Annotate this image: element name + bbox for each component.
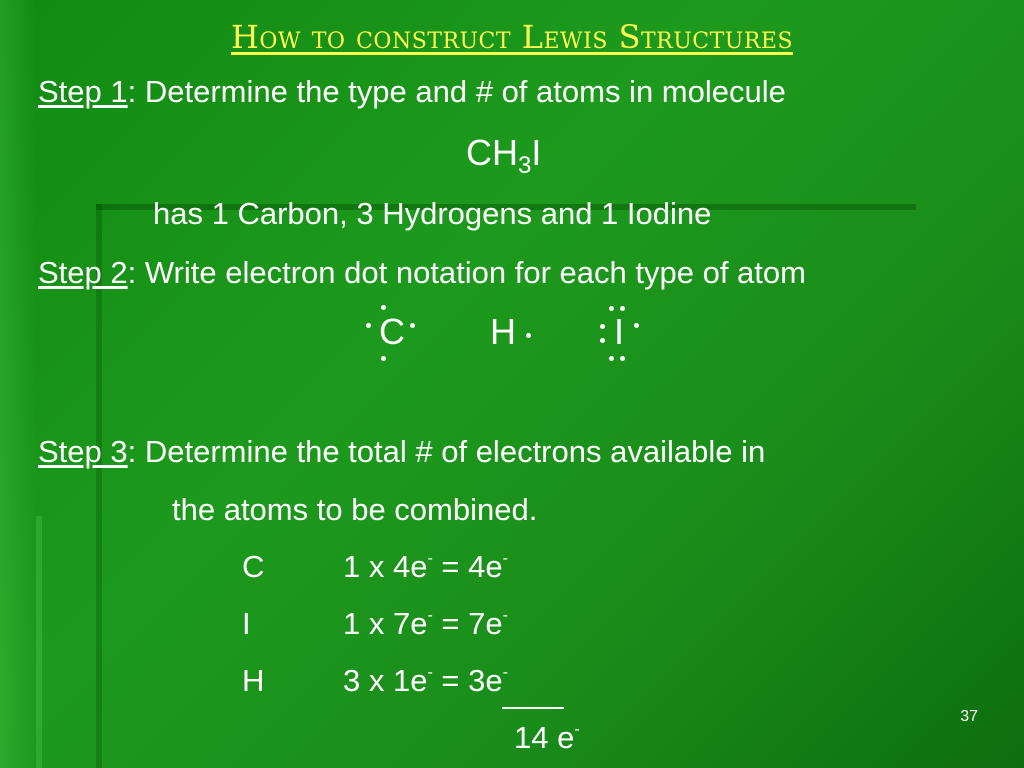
total-value: 14 e — [514, 720, 575, 755]
charge-sup: - — [502, 607, 508, 624]
electron-dot — [609, 306, 614, 311]
step2-label: Step 2 — [38, 255, 128, 290]
calc-result: = 3e — [432, 663, 503, 698]
electron-row-calc — [343, 549, 508, 585]
electron-row-calc — [343, 606, 508, 642]
background-glow — [0, 0, 36, 768]
electron-dot — [634, 323, 639, 328]
charge-sup: - — [427, 550, 433, 567]
charge-sup: - — [502, 664, 508, 681]
charge-sup: - — [427, 664, 433, 681]
step1-label: Step 1 — [38, 74, 128, 109]
electron-dot — [366, 323, 371, 328]
electron-dot — [620, 356, 625, 361]
electron-dot — [609, 356, 614, 361]
step2-text: : Write electron dot notation for each type of atom — [127, 255, 806, 290]
atom-count-note: has 1 Carbon, 3 Hydrogens and 1 Iodine — [153, 196, 712, 231]
hydrogen-symbol: H — [490, 311, 516, 352]
calc-result: = 4e — [432, 549, 503, 584]
electron-dot — [600, 324, 605, 329]
formula-subscript: 3 — [518, 152, 532, 179]
calc-text: 3 x 1e — [343, 663, 428, 698]
formula-part1: CH — [466, 132, 518, 173]
electron-dot — [600, 338, 605, 343]
electron-dot — [526, 333, 531, 338]
electron-dot — [410, 323, 415, 328]
charge-sup: - — [574, 721, 580, 738]
charge-sup: - — [427, 607, 433, 624]
electron-row-element: H — [242, 663, 265, 698]
step3-text-continued: the atoms to be combined. — [172, 492, 538, 527]
step1-line — [38, 74, 786, 110]
step2-line — [38, 255, 806, 291]
calc-result: = 7e — [432, 606, 503, 641]
formula-part2: I — [531, 132, 542, 173]
step3-line — [38, 434, 765, 470]
step3-text: : Determine the total # of electrons available in — [127, 434, 766, 469]
electron-total — [514, 720, 580, 756]
charge-sup: - — [502, 550, 508, 567]
electron-row-element: C — [242, 549, 265, 584]
slide-title: How to construct Lewis Structures — [230, 18, 794, 56]
calc-text: 1 x 4e — [343, 549, 428, 584]
electron-row-element: I — [242, 606, 251, 641]
step3-label: Step 3 — [38, 434, 128, 469]
electron-dot — [381, 356, 386, 361]
page-number: 37 — [960, 708, 978, 725]
iodine-symbol: I — [614, 311, 625, 352]
electron-row-calc — [343, 663, 508, 699]
background-stripe — [36, 516, 42, 768]
carbon-symbol: C — [379, 311, 405, 352]
calc-text: 1 x 7e — [343, 606, 428, 641]
electron-dot — [620, 306, 625, 311]
electron-dot — [381, 305, 386, 310]
step1-text: : Determine the type and # of atoms in molecule — [127, 74, 786, 109]
sum-divider — [502, 707, 564, 709]
molecule-formula — [466, 132, 541, 180]
